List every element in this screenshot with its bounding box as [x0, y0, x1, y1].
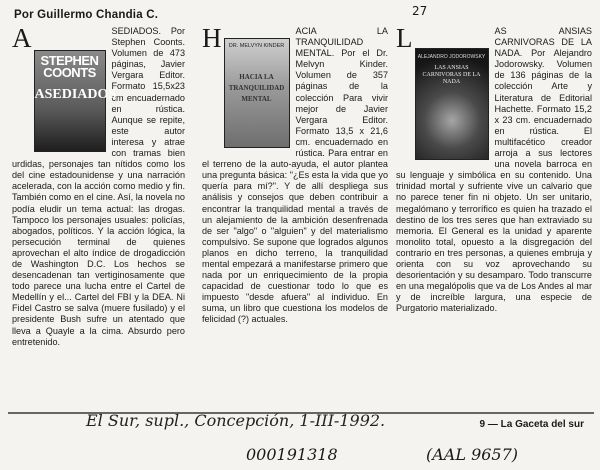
dropcap: H	[202, 23, 222, 53]
page-reference: 9 — La Gaceta del sur	[479, 419, 584, 430]
cover-title: ASEDIADOS	[34, 87, 117, 102]
article-ansias	[396, 23, 592, 314]
catalog-code: (AAL 9657)	[426, 445, 519, 464]
handwritten-source: El Sur, supl., Concepción, 1-III-1992.	[86, 411, 386, 430]
book-cover-tranquilidad	[224, 38, 290, 148]
article-tranquilidad	[202, 23, 388, 326]
article-asediados	[12, 23, 185, 348]
article-text: SEDIADOS. Por Stephen Coonts. Volumen de 473 páginas, Javier Vergara Editor. Formato 15,5x23 cm encuadernado en rústica. Aunque se repite, este autor interesa y atrae con tramas bien urdidas, personajes tan nítidos como los del cine estadounidense y una narración acelerada, con la acción como medio y fin. También como en el cine. Así, la novela no podía eludir un tema actual: las drogas. Tampoco los personajes usuales: policías, abogados, políticos. Y la acción lógica, la persecución terminal de quienes aprovechan el alto índice de drogadicción de Washington D.C. Los hechos se desencadenan tan vertiginosamente que todo parece una lucha entre el Cartel de Medellín y el... Cartel del FBI y la DEA. Ni Fidel Castro se salva (muere fusilado) y el presidente Bush sufre un atentado que lleva a Quayle a la cima. Absurdo pero entretenido.	[12, 26, 185, 347]
cover-title: HACIA LA TRANQUILIDAD MENTAL	[228, 73, 285, 104]
cover-author: STEPHEN COONTS	[40, 53, 99, 80]
cover-author: ALEJANDRO JODOROWSKY	[417, 54, 486, 60]
article-text: ACIA LA TRANQUILIDAD MENTAL. Por el Dr. Melvyn Kinder. Volumen de 357 páginas de la colección Para vivir mejor de Javier Vergara Editor. Formato 13,5 x 21,6 cm. encuadernado en rústica. Para entrar en el terreno de la auto-ayuda, el autor plantea una pregunta básica: "¿Es esta la vida que yo quería para mí?". Y de allí despliega sus análisis y consejos que deben contribuir a encontrar la tranquilidad mental a través de un alejamiento de la ambición desenfrenada de ser "algo" o "alguien" y del materialismo compulsivo. Se supone que logrados algunos planos en dicho terreno, la tranquilidad mental empezará a manifestarse primero que nada por un enriquecimiento de la propia capacidad de cuestionar todo lo que es impuesto "desde afuera" al individuo. En suma, un libro que cuestiona los modelos de felicidad (?) actuales.	[202, 26, 388, 325]
book-cover-ansias	[415, 48, 489, 160]
dropcap: A	[12, 23, 32, 53]
book-cover-asediados	[34, 50, 117, 152]
cover-author: DR. MELVYN KINDER	[228, 43, 285, 49]
article-text: AS ANSIAS CARNIVORAS DE LA NADA. Por Alejandro Jodorowsky. Volumen de 136 páginas de la colección Arte y Literatura de Editorial Hachette. Formato 15,2 x 23 cm. encuadernado en rústica. El multifacético creador arroja a sus lectores una novela barroca en su lenguaje y simbólica en su contenido. Una trinidad mortal y sufriente vive un calvario que no parece tener fin ni objeto. Un ser unitario, megalómano y terrorífico es quien ha trazado el destino de los tres seres que han extraviado su memoria. El General es la unidad y aparente monolito total, opuesto a la disgregación del contrario en tres personas, a quienes embruja y orienta con su voz aprovechando su desorientación y su desamparo. Todo transcurre en una megalópolis que va de Los Andes al mar y de increíble largura, una especie de Purgatorio materializado.	[396, 26, 592, 314]
cover-title: LAS ANSIAS CARNIVORAS DE LA NADA	[422, 65, 481, 86]
catalog-number: 000191318	[246, 445, 338, 464]
byline: Por Guillermo Chandia C.	[14, 9, 159, 21]
page-mark: 27	[412, 4, 428, 18]
dropcap: L	[396, 23, 413, 53]
